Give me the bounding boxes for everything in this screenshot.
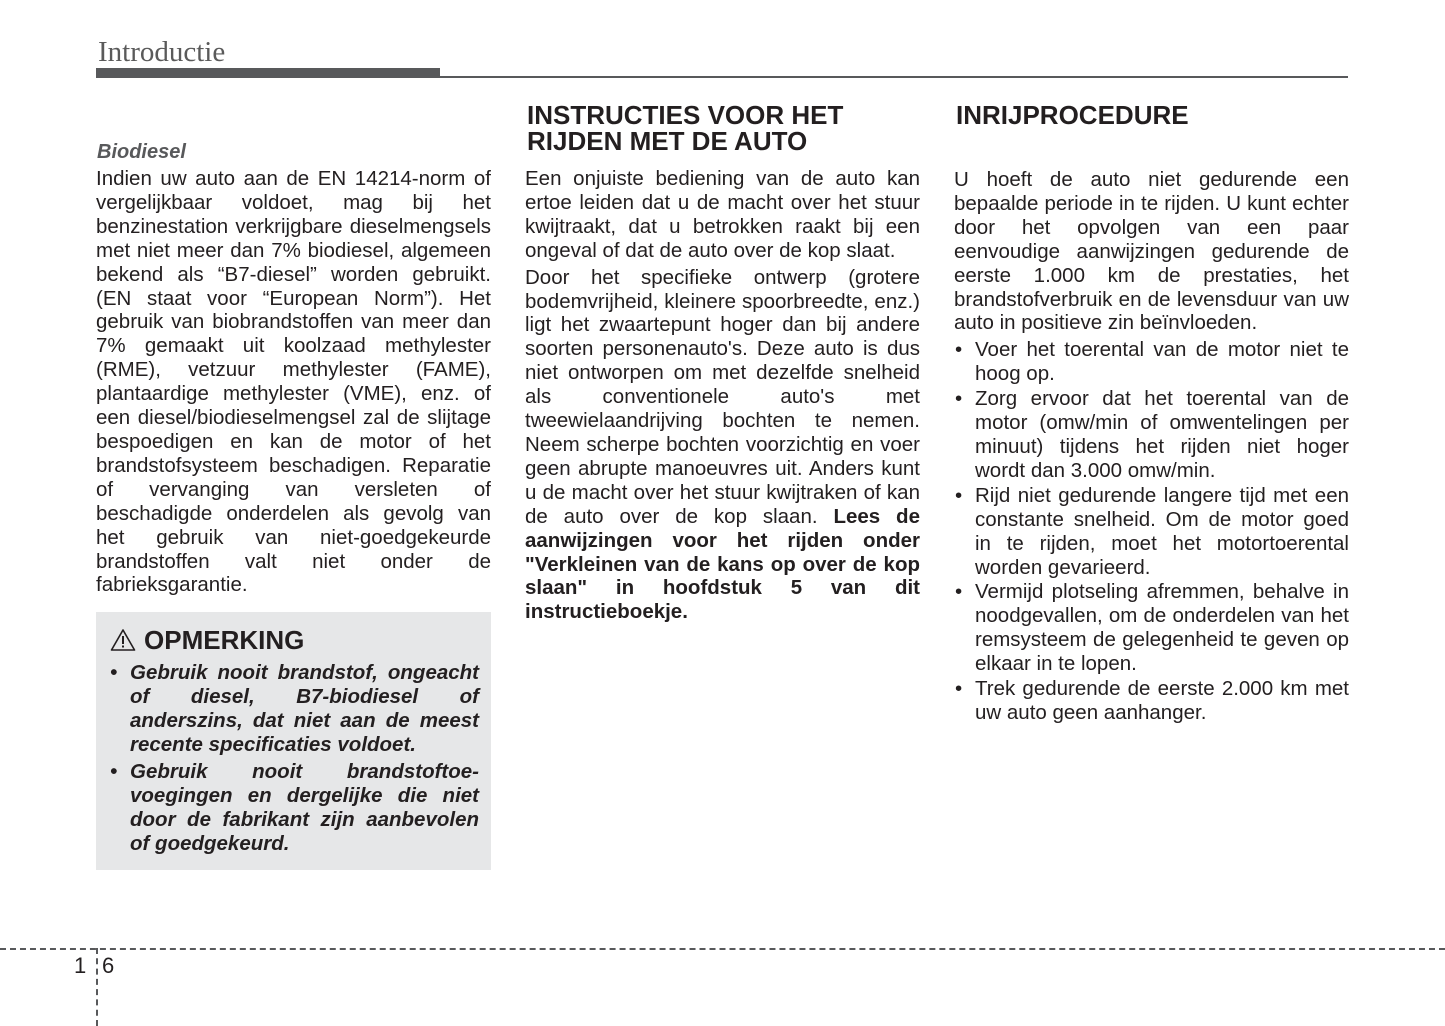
column-biodiesel <box>96 100 491 870</box>
heading-line-1: INSTRUCTIES VOOR HET <box>527 100 844 130</box>
page-header-title: Introductie <box>98 36 226 68</box>
notice-list <box>110 661 479 855</box>
driving-paragraph-1: Een onjuiste bediening van de auto kan ertoe leiden dat u de macht over het stuur kwijtraakt, dat u betrokken raakt bij een ongeval of dat de auto over de kop slaat. <box>525 167 920 262</box>
break-in-paragraph: U hoeft de auto niet gedurende een bepaalde periode in te rijden. U kunt echter door het opvolgen van een paar eenvoudige aanwijzingen gedurende de eerste 1.000 km de prestaties, het brandstofverbruik en de levensduur van uw auto in positieve zin beïnvloeden. <box>954 168 1349 335</box>
driving-paragraph-2-text: Door het specifieke ontwerp (grotere bodemvrijheid, kleinere spoorbreedte, enz.) ligt het zwaartepunt hoger dan bij andere soorten personenauto's. Deze auto is dus niet ontworpen om met dezelfde snelheid als conventionele auto's met tweewielaandrijving bochten te nemen. Neem scherpe bochten voorzichtig en voer geen abrupte manoeuvres uit. Anders kunt u de macht over het stuur kwijtraken of kan de auto over de kop slaan. <box>525 265 920 528</box>
footer-dashed-rule <box>0 948 1445 950</box>
driving-instructions-heading <box>527 102 920 154</box>
notice-title: OPMERKING <box>144 625 305 656</box>
column-break-in <box>954 100 1349 725</box>
list-item: • Rijd niet gedurende langere tijd met een constante snelheid. Om de motor goed in te rijden, moet het motortoerental worden gevarieerd. <box>954 484 1349 580</box>
page-number: 6 <box>102 953 115 978</box>
heading-line-2: RIJDEN MET DE AUTO <box>527 126 808 156</box>
column-driving-instructions <box>525 100 920 624</box>
footer-dashed-divider <box>96 948 98 1026</box>
break-in-heading: INRIJPROCEDURE <box>956 100 1189 130</box>
break-in-list <box>954 338 1349 725</box>
notice-item: • Gebruik nooit brandstoftoevoegingen en dergelijke die niet door de fabrikant zijn aanbevolen of goedgekeurd. <box>110 760 479 856</box>
header-rule-thin <box>440 76 1348 78</box>
list-item: • Vermijd plotseling afremmen, behalve in noodgevallen, om de onderdelen van het remsysteem de gelegenheid te geven op elkaar in te lopen. <box>954 580 1349 676</box>
list-item: • Zorg ervoor dat het toerental van de motor (omw/min of omwentelingen per minuut) tijdens het rijden niet hoger wordt dan 3.000 omw/min. <box>954 387 1349 483</box>
page-section-number: 1 <box>74 953 87 978</box>
list-item: • Voer het toerental van de motor niet te hoog op. <box>954 338 1349 386</box>
header-rule-dark <box>96 68 440 78</box>
notice-item: • Gebruik nooit brandstof, ongeacht of diesel, B7-biodiesel of anderszins, dat niet aan de meest recente specificaties voldoet. <box>110 661 479 757</box>
notice-box <box>96 612 491 869</box>
biodiesel-subheading: Biodiesel <box>97 141 186 163</box>
driving-paragraph-2-bold: Lees de aanwijzingen voor het rijden onder "Verkleinen van de kans op over de kop slaan" in hoofdstuk 5 van dit instructieboekje. <box>525 504 920 624</box>
notice-title-row <box>110 622 479 658</box>
warning-triangle-icon <box>110 628 136 652</box>
biodiesel-paragraph: Indien uw auto aan de EN 14214-norm of vergelijkbaar voldoet, mag bij het benzinestation verkrijgbare dieselmengsels met niet meer dan 7% biodiesel, algemeen bekend als “B7-diesel” worden gebruikt. (EN staat voor “European Norm”). Het gebruik van biobrandstoffen van meer dan 7% gemaakt uit koolzaad methylester (RME), vetzuur methylester (FAME), plantaardige methylester (VME), enz. of een diesel/biodieselmengsel zal de slijtage bespoedigen en kan de motor of het brandstofsysteem beschadigen. Reparatie of vervanging van versleten of beschadigde onderdelen als gevolg van het gebruik van niet-goedgekeurde brandstoffen valt niet onder de fabrieksgarantie. <box>96 167 491 597</box>
driving-paragraph-2 <box>525 266 920 625</box>
list-item: • Trek gedurende de eerste 2.000 km met uw auto geen aanhanger. <box>954 677 1349 725</box>
